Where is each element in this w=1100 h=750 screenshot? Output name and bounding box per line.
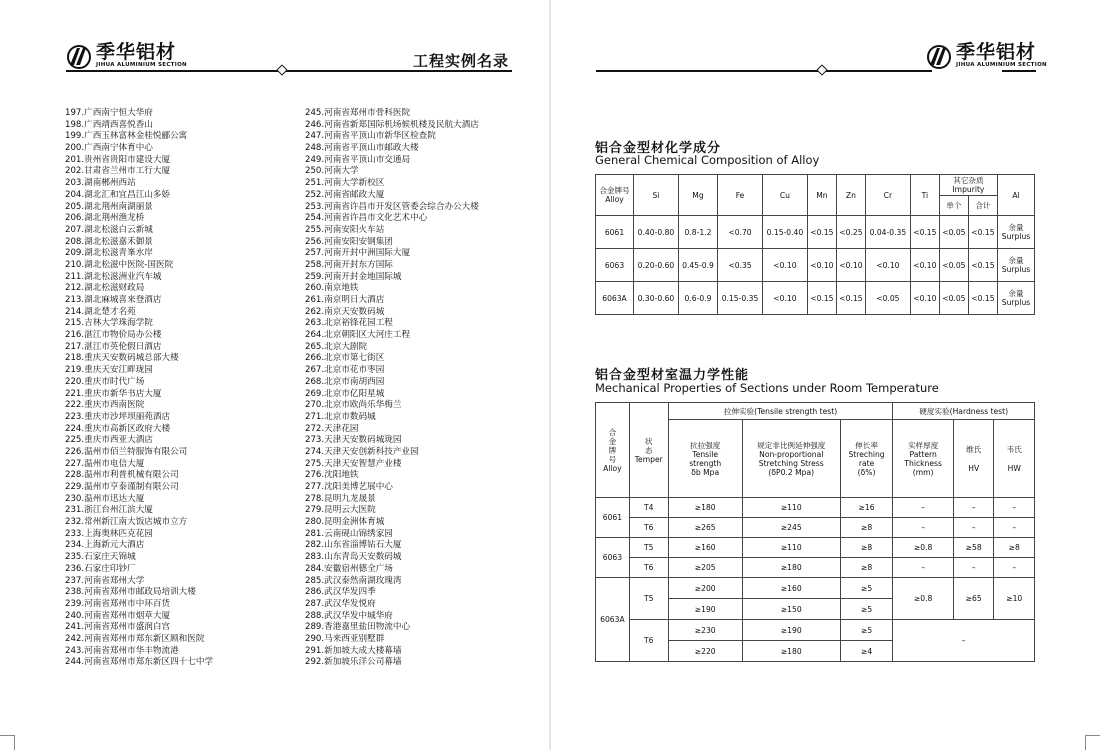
project-list-item: 225.重庆市西亚大酒店 <box>65 435 153 446</box>
project-list-item: 240.河南省郑州市烟草大厦 <box>65 610 171 621</box>
composition-cell: <0.15 <box>910 216 939 249</box>
crop-mark <box>0 735 15 750</box>
header-text: 实样厚度 <box>907 440 939 450</box>
header-text: 态 <box>644 445 653 455</box>
hv-cell: ≥58 <box>953 538 994 558</box>
temper-cell: T6 <box>629 518 668 538</box>
header-ornament <box>816 64 827 75</box>
composition-cell: <0.10 <box>762 282 807 315</box>
single-header: 单个 <box>939 196 968 216</box>
project-list-item: 224.重庆市高新区政府大楼 <box>65 423 171 434</box>
project-list-item: 255.河南安阳火车站 <box>305 224 385 235</box>
elongation-cell: ≥8 <box>840 518 893 538</box>
header-text: 伸长率 <box>855 440 878 450</box>
table-row <box>596 620 1035 641</box>
project-list-item: 207.湖北松滋白云新城 <box>65 224 153 235</box>
mechanical-properties-table <box>595 402 1035 662</box>
element-header: Cu <box>762 175 807 216</box>
composition-cell: <0.15 <box>836 282 865 315</box>
header-text: 维氏 <box>966 444 982 454</box>
project-list-item: 279.昆明云大医院 <box>305 505 376 516</box>
al-cell-en: Surplus <box>1001 298 1031 307</box>
composition-cell: 0.15-0.35 <box>718 282 763 315</box>
project-list-column-2 <box>305 108 479 669</box>
project-list-item: 288.武汉华发中城华府 <box>305 610 393 621</box>
hv-cell: – <box>953 518 994 538</box>
hv-cell: ≥65 <box>953 578 994 620</box>
al-cell-en: Surplus <box>1001 232 1031 241</box>
elongation-header <box>840 420 893 498</box>
project-list-item: 271.北京市数码城 <box>305 411 376 422</box>
hw-cell: – <box>994 498 1035 518</box>
tensile-header: 拉伸实验(Tensile strength test) <box>668 403 893 420</box>
project-list-item: 211.湖北松滋洲业汽车城 <box>65 271 162 282</box>
hw-cell: – <box>994 518 1035 538</box>
project-list-item: 231.浙江台州江滨大厦 <box>65 505 153 516</box>
temper-cell: T5 <box>629 578 668 620</box>
project-list-item: 284.安徽宿州德全广场 <box>305 563 393 574</box>
composition-cell: <0.05 <box>939 216 968 249</box>
project-list-item: 221.重庆市新华书店大厦 <box>65 388 162 399</box>
rp-cell: ≥110 <box>742 498 840 518</box>
table-header-row <box>596 403 1035 420</box>
project-list-item: 252.河南省邮政大厦 <box>305 189 385 200</box>
project-list-item: 282.山东省淄博钻石大厦 <box>305 540 402 551</box>
total-header: 合计 <box>968 196 997 216</box>
al-cell-cn: 余量 <box>1008 256 1024 265</box>
composition-cell: <0.35 <box>718 249 763 282</box>
rp-cell: ≥180 <box>742 558 840 578</box>
temper-cell: T4 <box>629 498 668 518</box>
header-text: 牌 <box>608 445 617 455</box>
hw-cell: ≥8 <box>994 538 1035 558</box>
project-list-item: 204.湖北汇和宜昌江山多娇 <box>65 189 171 200</box>
project-list-item: 291.新加坡大成大楼幕墙 <box>305 645 402 656</box>
project-list-item: 267.北京市花市枣园 <box>305 365 385 376</box>
table-row <box>596 578 1035 599</box>
project-list-item: 287.武汉华发悦府 <box>305 598 376 609</box>
project-list-item: 237.河南省郑州大学 <box>65 575 145 586</box>
project-list-item: 270.北京市欧尚乐华梅兰 <box>305 400 402 411</box>
project-list-item: 220.重庆市时代广场 <box>65 376 145 387</box>
header-text: Alloy <box>603 463 622 473</box>
project-list-item: 261.南京明日大酒店 <box>305 295 385 305</box>
chem-title-en: General Chemical Composition of Alloy <box>595 153 820 167</box>
temper-cell: T5 <box>629 538 668 558</box>
project-list-item: 230.温州市迅达大厦 <box>65 493 145 504</box>
project-list-item: 242.河南省郑州市郑东新区顾和医院 <box>65 633 205 644</box>
elongation-cell: ≥5 <box>840 599 893 620</box>
header-text: strength <box>689 458 722 468</box>
project-list-item: 213.湖北麻城喜来登酒店 <box>65 295 162 305</box>
project-list-item: 244.河南省郑州市郑东新区四十七中学 <box>65 657 214 668</box>
composition-cell: <0.10 <box>762 249 807 282</box>
al-cell-cn: 余量 <box>1008 289 1024 298</box>
project-list-item: 201.贵州省贵阳市建设大厦 <box>65 154 171 165</box>
element-header: Mn <box>807 175 836 216</box>
project-list-item: 200.广西南宁体育中心 <box>65 143 153 154</box>
composition-cell: <0.70 <box>718 216 763 249</box>
impurity-header <box>939 175 997 196</box>
brand-name-en: JIHUA ALUMINIUM SECTION <box>96 62 187 68</box>
thickness-header <box>893 420 954 498</box>
composition-cell: <0.10 <box>910 282 939 315</box>
project-list-item: 239.河南省郑州市中环百货 <box>65 598 171 609</box>
composition-cell: <0.15 <box>968 249 997 282</box>
project-list-item: 266.北京市第七街区 <box>305 353 385 364</box>
header-text: 抗拉强度 <box>690 440 721 450</box>
header-text: HV <box>968 463 980 473</box>
project-list-item: 256.河南安阳安钢集团 <box>305 236 393 247</box>
rp-cell: ≥110 <box>742 538 840 558</box>
thickness-cell: – <box>893 558 954 578</box>
element-header: Zn <box>836 175 865 216</box>
alloy-cell: 6063A <box>596 578 630 662</box>
project-list-item: 206.湖北荆州渔龙桥 <box>65 213 145 224</box>
rm-cell: ≥180 <box>668 498 742 518</box>
table-header-row <box>596 175 1035 196</box>
project-list-item: 228.温州市利普机械有限公司 <box>65 470 179 481</box>
al-cell <box>998 249 1035 282</box>
project-list-item: 286.武汉华发四季 <box>305 587 376 598</box>
project-list-item: 259.河南开封金地国际城 <box>305 271 402 282</box>
project-list-item: 223.重庆市沙坪坝丽苑酒店 <box>65 411 171 422</box>
project-list-item: 234.上海新元大酒店 <box>65 540 145 551</box>
elongation-cell: ≥5 <box>840 578 893 599</box>
project-list-item: 215.吉林大学珠海学院 <box>65 318 153 329</box>
table-row <box>596 518 1035 538</box>
composition-cell: <0.05 <box>939 249 968 282</box>
project-list-item: 233.上海奥林匹克花园 <box>65 528 153 539</box>
elongation-cell: ≥4 <box>840 641 893 662</box>
elongation-cell: ≥5 <box>840 620 893 641</box>
crop-mark <box>1085 735 1100 750</box>
project-list-item: 280.昆明金洲体育城 <box>305 517 385 528</box>
hardness-cell: – <box>893 620 1035 662</box>
table-row <box>596 249 1035 282</box>
project-list-item: 247.河南省平顶山市新华区检查院 <box>305 131 436 142</box>
logo-icon <box>66 43 92 69</box>
header-rule <box>596 70 932 72</box>
element-header: Mg <box>678 175 717 216</box>
project-list-item: 245.河南省郑州市骨科医院 <box>305 108 411 118</box>
project-list-item: 208.湖北松滋嘉禾御景 <box>65 236 153 247</box>
hw-cell: – <box>994 558 1035 578</box>
thickness-cell: – <box>893 498 954 518</box>
element-header: Fe <box>718 175 763 216</box>
thickness-cell: ≥0.8 <box>893 578 954 620</box>
header-text: 号 <box>608 454 617 464</box>
project-list-item: 276.沈阳地铁 <box>305 470 359 481</box>
rm-cell: ≥230 <box>668 620 742 641</box>
project-list-item: 260.南京地铁 <box>305 283 359 294</box>
project-list-item: 275.天津天安智慧产业楼 <box>305 458 402 469</box>
project-list-item: 289.香港嘉里盐田物流中心 <box>305 622 411 633</box>
header-text: Thickness <box>904 458 942 468</box>
composition-cell: <0.15 <box>968 282 997 315</box>
project-list-item: 249.河南省平顶山市交通局 <box>305 154 411 165</box>
project-list-item: 272.天津花园 <box>305 423 359 434</box>
logo-icon <box>926 43 952 69</box>
header-text: Stretching Stress <box>758 458 824 468</box>
header-text: (δ%) <box>857 467 876 477</box>
mech-title-en: Mechanical Properties of Sections under Room Temperature <box>595 381 939 395</box>
project-list-item: 253.河南省许昌市开发区管委会综合办公大楼 <box>305 201 479 212</box>
header-text: 韦氏 <box>1006 444 1022 454</box>
header-text: Temper <box>634 454 663 464</box>
alloy-cell: 6063 <box>596 538 630 578</box>
project-list-item: 238.河南省郑州市邮政局培训大楼 <box>65 587 196 598</box>
table-row <box>596 538 1035 558</box>
header-text: 其它杂质 <box>953 176 984 185</box>
header-text: 规定非比例延伸强度 <box>757 440 826 450</box>
composition-cell: <0.10 <box>910 249 939 282</box>
project-list-item: 269.北京市亿阳星城 <box>305 388 385 399</box>
alloy-cell: 6063 <box>596 249 634 282</box>
project-list-item: 274.天津天安创新科技产业园 <box>305 446 419 457</box>
project-list-item: 219.重庆天安江畔珑园 <box>65 365 153 376</box>
project-list-item: 263.北京裕锋花园工程 <box>305 318 393 329</box>
project-list-item: 205.湖北荆州南湖丽景 <box>65 201 153 212</box>
composition-cell: 0.30-0.60 <box>634 282 679 315</box>
brand-name-cn: 季华铝材 <box>956 41 1037 63</box>
table-row <box>596 498 1035 518</box>
project-list-item: 278.昆明九龙晟景 <box>305 493 376 504</box>
composition-cell: 0.40-0.80 <box>634 216 679 249</box>
composition-cell: 0.6-0.9 <box>678 282 717 315</box>
brand-name-cn: 季华铝材 <box>96 41 177 63</box>
temper-cell: T6 <box>629 558 668 578</box>
brand-logo-right <box>926 42 1047 69</box>
composition-cell: 0.45-0.9 <box>678 249 717 282</box>
composition-cell: <0.10 <box>807 249 836 282</box>
composition-cell: <0.05 <box>939 282 968 315</box>
project-list-item: 216.湛江市物价局办公楼 <box>65 330 162 341</box>
al-cell-cn: 余量 <box>1008 223 1024 232</box>
project-list-item: 212.湖北松滋财政局 <box>65 283 145 294</box>
project-list-item: 283.山东青岛天安数码城 <box>305 552 402 563</box>
composition-cell: <0.15 <box>807 216 836 249</box>
composition-cell: <0.10 <box>865 249 910 282</box>
project-list-item: 210.湖北松滋中医院-国医院 <box>65 259 174 270</box>
elongation-cell: ≥8 <box>840 558 893 578</box>
header-text: 金 <box>608 436 617 446</box>
project-list-item: 250.河南大学 <box>305 166 359 177</box>
rm-cell: ≥220 <box>668 641 742 662</box>
rm-cell: ≥160 <box>668 538 742 558</box>
project-list-item: 202.甘肃省兰州市工行大厦 <box>65 166 171 177</box>
chemical-composition-table <box>595 174 1035 315</box>
page-spine <box>549 0 551 750</box>
header-text: 状 <box>644 436 653 446</box>
thickness-cell: – <box>893 518 954 538</box>
element-header: Cr <box>865 175 910 216</box>
project-list-item: 290.马来西亚别墅群 <box>305 633 385 644</box>
project-list-item: 248.河南省平顶山市邮政大楼 <box>305 143 419 154</box>
alloy-cell: 6061 <box>596 216 634 249</box>
composition-cell: <0.10 <box>836 249 865 282</box>
al-cell-en: Surplus <box>1001 265 1031 274</box>
composition-cell: <0.25 <box>836 216 865 249</box>
project-list-item: 273.天津天安数码城珑园 <box>305 435 402 446</box>
header-text: 合 <box>608 427 617 437</box>
alloy-cell: 6061 <box>596 498 630 538</box>
composition-cell: 0.04-0.35 <box>865 216 910 249</box>
temper-header <box>629 403 668 498</box>
project-list-column-1 <box>65 108 213 669</box>
table-row <box>596 558 1035 578</box>
element-header: Si <box>634 175 679 216</box>
header-text: Impurity <box>952 185 985 194</box>
hv-cell: – <box>953 498 994 518</box>
project-list-item: 218.重庆天安数码城总部大楼 <box>65 353 179 364</box>
header-text: rate <box>858 458 875 468</box>
project-list-item: 226.温州市佰兰特服饰有限公司 <box>65 446 188 457</box>
header-text: Pattern <box>909 449 937 459</box>
page-title: 工程实例名录 <box>413 52 510 70</box>
header-rule <box>1002 70 1036 72</box>
hardness-header: 硬度实验(Hardness test) <box>893 403 1035 420</box>
rp-cell: ≥160 <box>742 578 840 599</box>
alloy-header <box>596 403 630 498</box>
project-list-item: 246.河南省新郑国际机场候机楼及民航大酒店 <box>305 119 479 130</box>
hv-cell: – <box>953 558 994 578</box>
rm-cell: ≥205 <box>668 558 742 578</box>
table-row <box>596 216 1035 249</box>
rp-cell: ≥150 <box>742 599 840 620</box>
project-list-item: 209.湖北松滋青峯水岸 <box>65 248 153 259</box>
composition-cell: 0.8-1.2 <box>678 216 717 249</box>
alloy-cell: 6063A <box>596 282 634 315</box>
composition-cell: <0.15 <box>968 216 997 249</box>
header-ornament <box>276 64 287 75</box>
brand-logo-left <box>66 42 187 69</box>
rm-header <box>668 420 742 498</box>
rm-cell: ≥265 <box>668 518 742 538</box>
project-list-item: 217.湛江市英伦假日酒店 <box>65 341 162 352</box>
brand-name-en: JIHUA ALUMINIUM SECTION <box>956 62 1047 68</box>
thickness-cell: ≥0.8 <box>893 538 954 558</box>
header-text: Tensile <box>692 449 719 459</box>
project-list-item: 243.河南省郑州市华丰物流港 <box>65 645 179 656</box>
project-list-item: 222.重庆市西南医院 <box>65 400 145 411</box>
alloy-header <box>596 175 634 216</box>
project-list-item: 281.云南砚山锦绣家园 <box>305 528 393 539</box>
element-header: Ti <box>910 175 939 216</box>
project-list-item: 257.河南开封中洲国际大厦 <box>305 248 411 259</box>
chem-title-cn: 铝合金型材化学成分 <box>595 141 722 156</box>
project-list-item: 285.武汉泰然南湖玫瑰湾 <box>305 575 402 586</box>
project-list-item: 251.河南大学新校区 <box>305 178 385 189</box>
project-list-item: 277.沈阳美博艺展中心 <box>305 482 393 492</box>
project-list-item: 258.河南开封东方国际 <box>305 259 393 270</box>
al-cell <box>998 216 1035 249</box>
project-list-item: 265.北京大剧院 <box>305 341 368 352</box>
hv-header <box>953 420 994 498</box>
hw-cell: ≥10 <box>994 578 1035 620</box>
temper-cell: T6 <box>629 620 668 662</box>
header-text: Streching <box>848 449 885 459</box>
project-list-item: 197.广西南宁恒大华府 <box>65 108 153 118</box>
project-list-item: 254.河南省许昌市文化艺术中心 <box>305 213 428 224</box>
header-text: (δP0.2 Mpa) <box>768 467 815 477</box>
composition-cell: 0.20-0.60 <box>634 249 679 282</box>
project-list-item: 268.北京市南胡西园 <box>305 376 385 387</box>
table-row <box>596 282 1035 315</box>
project-list-item: 214.湖北楚才名苑 <box>65 306 136 317</box>
header-text: δb Mpa <box>691 467 720 477</box>
header-text: 合金牌号 <box>599 186 630 195</box>
elongation-cell: ≥16 <box>840 498 893 518</box>
hw-header <box>994 420 1035 498</box>
project-list-item: 235.石家庄天锦城 <box>65 552 136 563</box>
project-list-item: 229.温州市亨泰谨制有限公司 <box>65 482 179 492</box>
rp-cell: ≥180 <box>742 641 840 662</box>
composition-cell: <0.15 <box>807 282 836 315</box>
al-header: Al <box>998 175 1035 216</box>
project-list-item: 236.石家庄印钞厂 <box>65 563 136 574</box>
mech-title-cn: 铝合金型材室温力学性能 <box>595 368 750 383</box>
project-list-item: 232.常州新江南大饭店城市立方 <box>65 517 188 528</box>
project-list-item: 262.南京天安数码城 <box>305 306 385 317</box>
header-text: Non-proportional <box>759 449 824 459</box>
header-text: HW <box>1007 463 1021 473</box>
project-list-item: 203.湖南郴州西站 <box>65 178 136 189</box>
elongation-cell: ≥8 <box>840 538 893 558</box>
composition-cell: <0.05 <box>865 282 910 315</box>
composition-cell: 0.15-0.40 <box>762 216 807 249</box>
project-list-item: 292.新加坡乐洋公司幕墙 <box>305 657 402 668</box>
rm-cell: ≥200 <box>668 578 742 599</box>
project-list-item: 227.温州市电信大厦 <box>65 458 145 469</box>
header-text: (mm) <box>912 467 934 477</box>
project-list-item: 264.北京朝阳区大河庄工程 <box>305 330 411 341</box>
rm-cell: ≥190 <box>668 599 742 620</box>
header-text: Alloy <box>605 195 624 204</box>
project-list-item: 241.河南省郑州市盛润白宫 <box>65 622 171 633</box>
project-list-item: 198.广西靖西喜悦香山 <box>65 119 153 130</box>
rp-cell: ≥190 <box>742 620 840 641</box>
project-list-item: 199.广西玉林富林金桂悦郦公寓 <box>65 131 188 142</box>
rp-header <box>742 420 840 498</box>
al-cell <box>998 282 1035 315</box>
rp-cell: ≥245 <box>742 518 840 538</box>
